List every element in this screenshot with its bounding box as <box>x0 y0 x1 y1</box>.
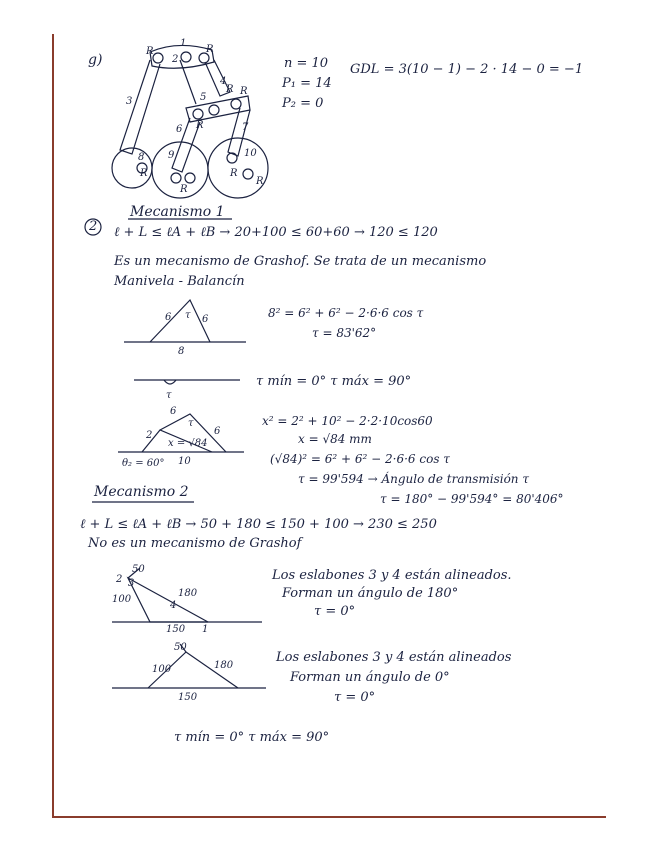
mec1-grashof-eq: ℓ + L ≤ ℓA + ℓB → 20+100 ≤ 60+60 → 120 ≤ 120 <box>114 225 438 240</box>
mech-r-label: R <box>226 84 234 95</box>
tri-label-10: 10 <box>178 456 191 467</box>
p2-value: P₂ = 0 <box>282 96 324 111</box>
mec2-case1-line1: Los eslabones 3 y 4 están alineados. <box>272 568 512 583</box>
mec1-title: Mecanismo 1 <box>130 204 225 220</box>
mech-label-5: 5 <box>200 92 207 103</box>
mech-r-label: R <box>240 86 248 97</box>
tau-min-sketch <box>134 380 240 401</box>
mec1-tau-min-max: τ mín = 0° τ máx = 90° <box>256 374 412 389</box>
triangle-transmission <box>118 406 244 469</box>
tri3-eq-cos-tau: (√84)² = 6² + 6² − 2·6·6 cos τ <box>270 452 450 466</box>
mec2-conclusion: No es un mecanismo de Grashof <box>88 536 302 551</box>
tau-label: τ <box>166 390 172 401</box>
triangle-mec2-aligned-180 <box>112 564 262 635</box>
tri1-tau-result: τ = 83'62° <box>312 326 377 340</box>
gdl-equation: GDL = 3(10 − 1) − 2 · 14 − 0 = −1 <box>350 62 584 77</box>
p1-value: P₁ = 14 <box>282 76 332 91</box>
mechanism-g-sketch <box>112 38 268 198</box>
tri3-eq-tau: τ = 99'594 → Ángulo de transmisión τ <box>298 472 529 486</box>
mec2-case2-line1: Los eslabones 3 y 4 están alineados <box>276 650 512 665</box>
tri-label-150: 150 <box>178 692 198 703</box>
tri3-eq-x-squared: x² = 2² + 10² − 2·2·10cos60 <box>262 414 433 428</box>
mec2-case1-line3: τ = 0° <box>314 604 356 619</box>
tri-label-tau: τ <box>185 310 191 321</box>
mech-r-label: R <box>256 176 264 187</box>
tri-label-1: 1 <box>202 624 209 635</box>
mec2-case2-line2: Forman un ángulo de 0° <box>290 670 450 685</box>
exercise-g-label: g) <box>88 52 103 68</box>
tri-label-150: 150 <box>166 624 186 635</box>
tri-label-3: 3 <box>128 578 135 589</box>
tri-label-4: 4 <box>170 600 177 611</box>
mec2-title: Mecanismo 2 <box>94 484 189 500</box>
tri-label-2: 2 <box>116 574 123 585</box>
tri-label-2: 2 <box>146 430 153 441</box>
mech-label-1: 1 <box>180 38 187 49</box>
triangle-6-6-8 <box>124 300 246 357</box>
triangle-mec2-aligned-0 <box>112 642 266 703</box>
mec1-conclusion-line2: Manivela - Balancín <box>114 274 245 289</box>
exercise-number: 2 <box>89 219 98 234</box>
mec1-conclusion-line1: Es un mecanismo de Grashof. Se trata de un mecanismo <box>114 254 487 269</box>
mech-label-8: 8 <box>138 152 145 163</box>
tri-label-180: 180 <box>214 660 234 671</box>
mech-r-label: R <box>230 168 238 179</box>
mech-r-label: R <box>180 184 188 195</box>
mec2-case1-line2: Forman un ángulo de 180° <box>282 586 459 601</box>
mech-r-label: R <box>146 46 154 57</box>
mec2-grashof-eq: ℓ + L ≤ ℓA + ℓB → 50 + 180 ≤ 150 + 100 → 230 ≤ 250 <box>80 517 437 532</box>
mech-r-label: R <box>196 120 204 131</box>
tri-label-6: 6 <box>165 312 172 323</box>
mech-label-4: 4 <box>220 76 227 87</box>
mech-label-9: 9 <box>168 150 175 161</box>
tri-label-180: 180 <box>178 588 198 599</box>
tri-label-8: 8 <box>178 346 185 357</box>
tri-label-6: 6 <box>214 426 221 437</box>
tri-label-50: 50 <box>174 642 187 653</box>
mech-label-6: 6 <box>176 124 183 135</box>
tri-label-50: 50 <box>132 564 145 575</box>
tri-label-100: 100 <box>152 664 172 675</box>
tri-label-tau: τ <box>188 418 194 429</box>
mech-label-7: 7 <box>242 122 249 133</box>
n-value: n = 10 <box>284 56 329 71</box>
tri-label-6: 6 <box>170 406 177 417</box>
tri-label-6: 6 <box>202 314 209 325</box>
tri-label-x: x = √84 <box>168 438 208 449</box>
tri3-eq-x: x = √84 mm <box>298 432 372 446</box>
tri3-eq-tau-final: τ = 180° − 99'594° = 80'406° <box>380 492 564 506</box>
tri1-law-of-cosines: 8² = 6² + 6² − 2·6·6 cos τ <box>268 306 424 320</box>
mec2-case2-line3: τ = 0° <box>334 690 376 705</box>
tri-label-100: 100 <box>112 594 132 605</box>
mech-label-2: 2 <box>172 54 179 65</box>
mech-label-10: 10 <box>244 148 257 159</box>
mech-label-3: 3 <box>126 96 133 107</box>
mech-r-label: R <box>140 168 148 179</box>
mech-r-label: R <box>206 44 214 55</box>
tri-label-theta: θ₂ = 60° <box>122 458 165 469</box>
mec2-tau-min-max: τ mín = 0° τ máx = 90° <box>174 730 330 745</box>
